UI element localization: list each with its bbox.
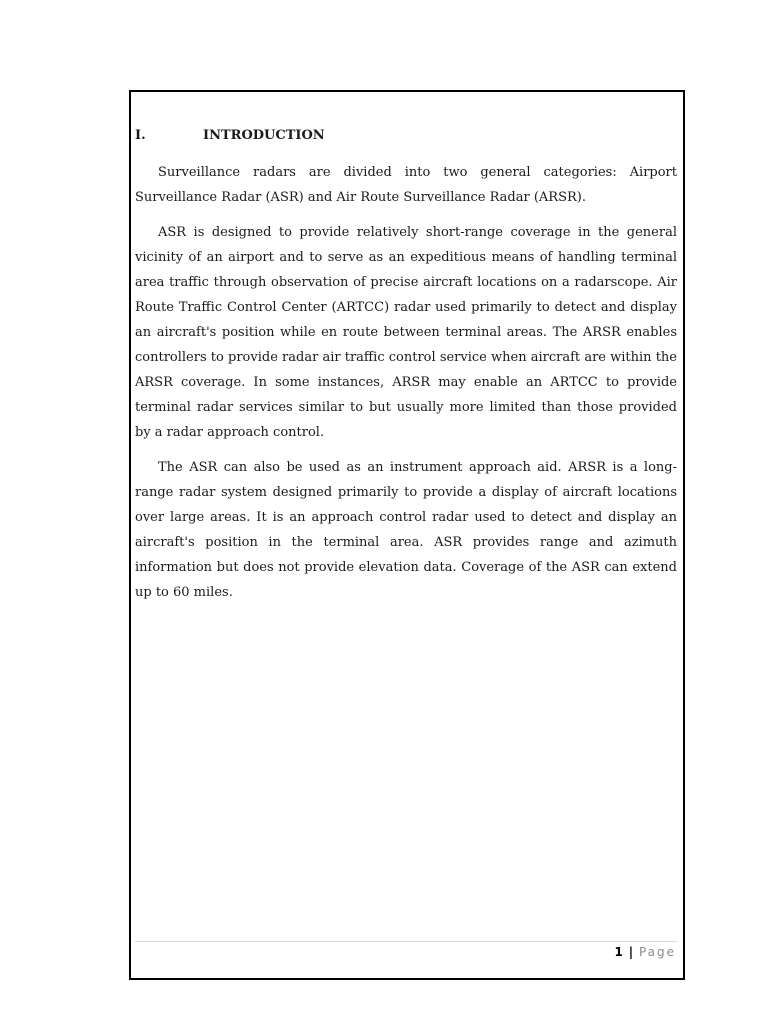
paragraph-3: The ASR can also be used as an instrument approach aid. ARSR is a long-range radar system designed primarily to provide a display of aircraft locations over large areas. It is an approach control radar used to detect and display an aircraft's position in the terminal area. ASR provides range and azimuth information but does not provide elevation data. Coverage of the ASR can extend up to 60 miles. [135,460,677,600]
section-number: I. [135,128,146,143]
section-heading [135,126,677,146]
paragraph-1: Surveillance radars are divided into two general categories: Airport Surveillance Radar (ASR) and Air Route Surveillance Radar (ARSR). [135,165,677,205]
footer-separator: | [628,945,635,959]
page-number: 1 [614,945,624,959]
document-body [135,126,677,615]
paragraph-2: ASR is designed to provide relatively short-range coverage in the general vicinity of an airport and to serve as an expeditious means of handling terminal area traffic through observation of precise aircraft locations on a radarscope. Air Route Traffic Control Center (ARTCC) radar used primarily to detect and display an aircraft's position while en route between terminal areas. The ARSR enables controllers to provide radar air traffic control service when aircraft are within the ARSR coverage. In some instances, ARSR may enable an ARTCC to provide terminal radar services similar to but usually more limited than those provided by a radar approach control. [135,225,677,440]
page-footer [480,942,676,962]
page-label: Page [638,945,676,959]
section-title: INTRODUCTION [203,128,325,143]
